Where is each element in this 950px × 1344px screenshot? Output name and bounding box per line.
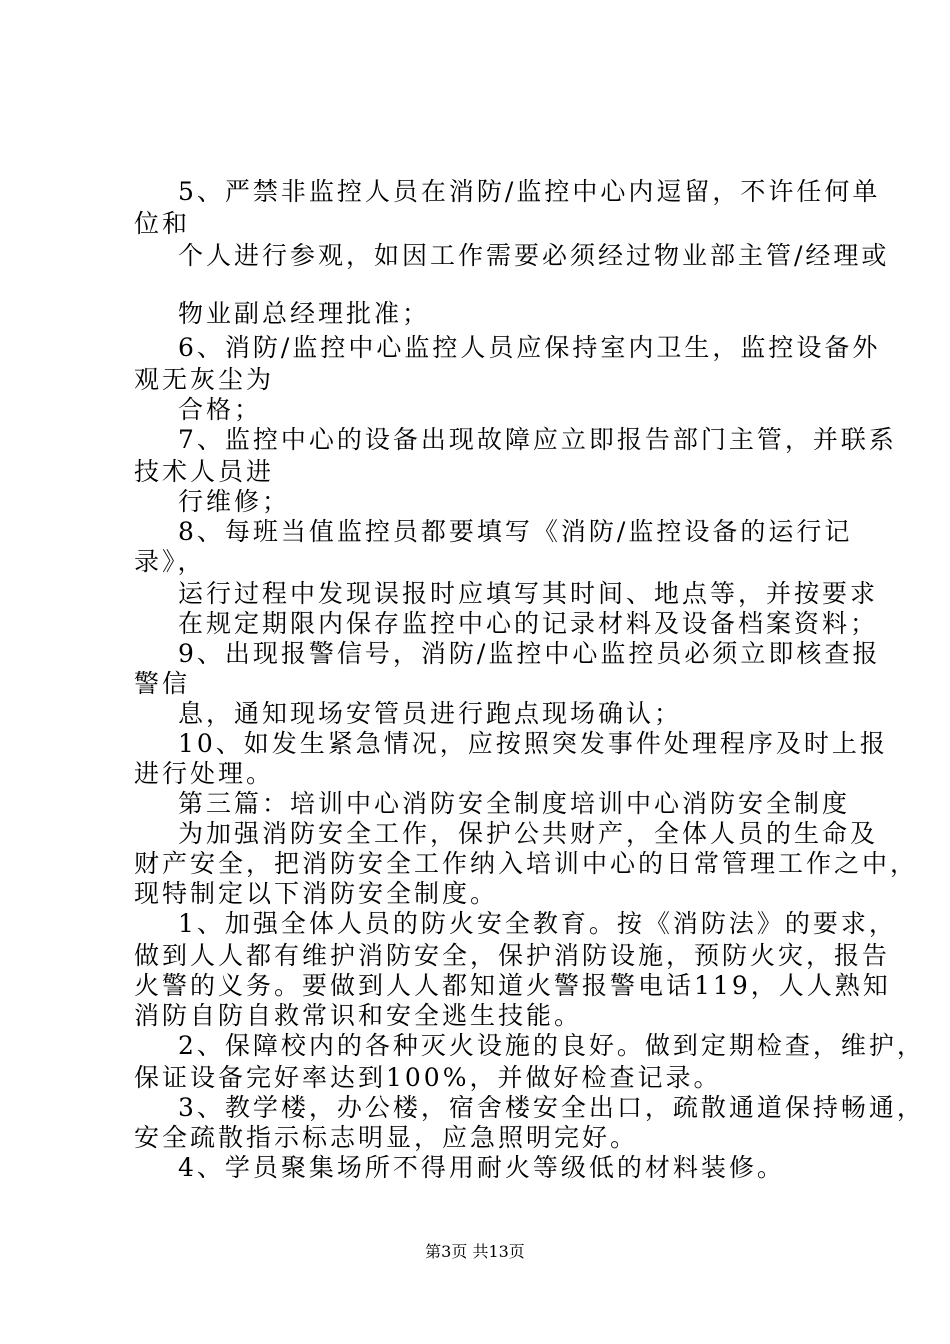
text-line: 运行过程中发现误报时应填写其时间、地点等，并按要求 [178, 579, 879, 608]
text-line: 做到人人都有维护消防安全，保护消防设施，预防火灾，报告 [134, 941, 891, 970]
text-line: 3、教学楼，办公楼，宿舍楼安全出口，疏散通道保持畅通， [178, 1093, 925, 1122]
text-line: 观无灰尘为 [134, 365, 275, 394]
text-line: 财产安全，把消防安全工作纳入培训中心的日常管理工作之中， [134, 849, 919, 878]
text-line: 5、严禁非监控人员在消防/监控中心内逗留，不许任何单 [178, 177, 881, 206]
text-line: 录》， [134, 547, 206, 576]
text-line: 6、消防/监控中心监控人员应保持室内卫生，监控设备外 [178, 333, 881, 362]
text-line: 1、加强全体人员的防火安全教育。按《消防法》的要求， [178, 909, 897, 938]
text-line: 合格； [178, 395, 263, 424]
text-line: 8、每班当值监控员都要填写《消防/监控设备的运行记 [178, 517, 853, 546]
text-line: 技术人员进 [134, 457, 275, 486]
text-line: 消防自防自救常识和安全逃生技能。 [134, 1001, 583, 1030]
text-line: 物业副总经理批准； [178, 299, 431, 328]
page-footer: 第3页 共13页 [425, 1242, 525, 1261]
text-line: 7、监控中心的设备出现故障应立即报告部门主管，并联系 [178, 425, 897, 454]
text-line: 在规定期限内保存监控中心的记录材料及设备档案资料； [178, 609, 879, 638]
text-line: 9、出现报警信号，消防/监控中心监控员必须立即核查报 [178, 639, 881, 668]
text-line: 现特制定以下消防安全制度。 [134, 879, 499, 908]
text-line: 10、如发生紧急情况，应按照突发事件处理程序及时上报 [178, 729, 888, 758]
text-line: 息，通知现场安管员进行跑点现场确认； [178, 699, 683, 728]
text-line: 行维修； [178, 487, 291, 516]
text-line: 保证设备完好率达到100%，并做好检查记录。 [134, 1063, 722, 1092]
text-line: 警信 [134, 669, 191, 698]
text-line: 进行处理。 [134, 759, 275, 788]
text-line: 4、学员聚集场所不得用耐火等级低的材料装修。 [178, 1153, 785, 1182]
text-line: 2、保障校内的各种灭火设施的良好。做到定期检查，维护， [178, 1031, 925, 1060]
text-line: 为加强消防安全工作，保护公共财产，全体人员的生命及 [178, 819, 879, 848]
section-heading: 第三篇：培训中心消防安全制度培训中心消防安全制度 [178, 789, 851, 818]
text-line: 火警的义务。要做到人人都知道火警报警电话119，人人熟知 [134, 971, 891, 1000]
text-line: 位和 [134, 209, 191, 238]
text-line: 安全疏散指示标志明显，应急照明完好。 [134, 1123, 639, 1152]
text-line: 个人进行参观，如因工作需要必须经过物业部主管/经理或 [178, 241, 890, 270]
